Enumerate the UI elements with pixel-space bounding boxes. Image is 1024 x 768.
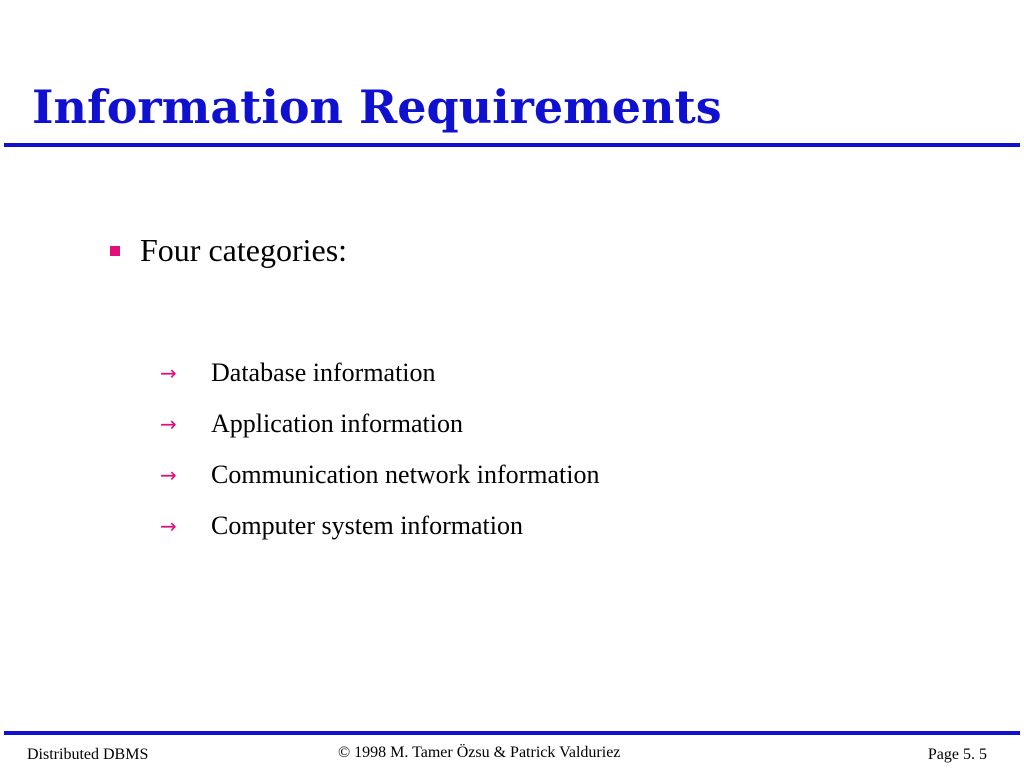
title-divider (4, 143, 1020, 147)
right-arrow-icon: → (160, 360, 177, 385)
right-arrow-icon: → (160, 462, 177, 487)
right-arrow-icon: → (160, 411, 177, 436)
category-item-computer-system (160, 500, 600, 551)
footer-course-title: Distributed DBMS (27, 746, 149, 763)
bullet-text: Four categories: (140, 232, 348, 268)
category-item-communication-network (160, 449, 600, 500)
footer-copyright: © 1998 M. Tamer Özsu & Patrick Valduriez (338, 744, 621, 761)
bullet-item (110, 230, 347, 270)
square-bullet-icon (110, 246, 120, 256)
footer-divider (4, 731, 1020, 735)
category-text: Application information (211, 408, 464, 438)
category-text: Computer system information (211, 510, 523, 540)
slide-title: Information Requirements (32, 80, 722, 134)
category-list (160, 347, 600, 551)
category-text: Communication network information (211, 459, 600, 489)
category-item-database (160, 347, 600, 398)
footer-page-number: Page 5. 5 (927, 746, 987, 763)
category-text: Database information (211, 357, 436, 387)
category-item-application (160, 398, 600, 449)
right-arrow-icon: → (160, 513, 177, 538)
